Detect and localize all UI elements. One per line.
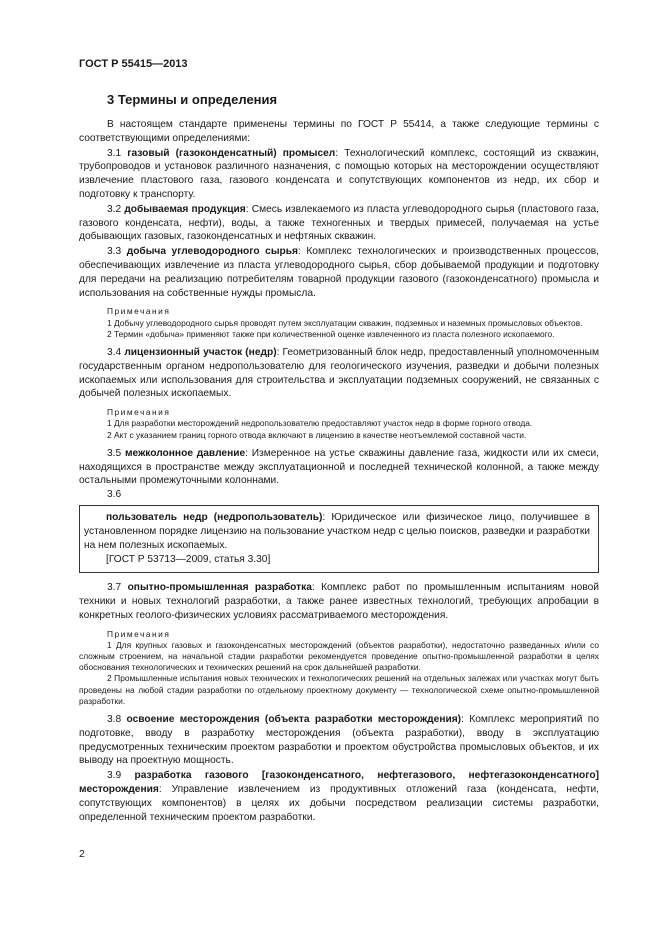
term-definition: : Технологический комплекс, состоящий из скважин, трубопроводов и установок различного назначения, с помощью которых на месторождении осуществляют извлечение пластового газа, газового конденсата и сопутствующих компонентов из недр, их сбор и подготовку к транспорту.: [79, 147, 599, 200]
term-3-6-number: 3.6: [107, 489, 122, 501]
term-name: добыча углеводородного сырья: [126, 246, 298, 258]
term-3-3: [79, 245, 599, 300]
term-3-1: [79, 147, 599, 202]
note-item: 1 Для разработки месторождений недропользователю предоставляют участок недр в форме горного отвода.: [107, 418, 533, 429]
term-name: пользователь недр (недропользователь): [106, 511, 323, 523]
term-number: 3.4: [107, 346, 122, 358]
term-definition: : Юридическое или физическое лицо, получившее в установленном порядке лицензию на пользование участком недр с целью поисков, разведки и разработки на нем полезных ископаемых.: [84, 511, 590, 551]
document-body: [79, 118, 599, 824]
term-name: газовый (газоконденсатный) промысел: [127, 147, 336, 159]
term-name: опытно-промышленная разработка: [127, 582, 312, 594]
notes-title: Примечания: [107, 407, 171, 418]
term-3-8: [79, 713, 599, 768]
note-item: 2 Акт с указанием границ горного отвода включают в лицензию в качестве неотъемлемой составной части.: [107, 429, 527, 440]
notes-title: Примечания: [107, 628, 171, 639]
section-title: 3 Термины и определения: [107, 92, 278, 107]
notes-3-4: [79, 407, 599, 441]
notes-title: Примечания: [107, 306, 171, 317]
term-3-9: [79, 769, 599, 824]
term-3-5: [79, 447, 599, 488]
term-definition: : Управление извлечением из продуктивных отложений газа (конденсата, нефти, сопутствующих компонентов) в целях их добычи посредством реализации системы разработки, определенной техническим проектом разработки.: [79, 783, 599, 823]
term-number: 3.5: [107, 447, 122, 459]
term-name: разработка газового [газоконденсатного, нефтегазового, нефтегазоконденсатного] месторождения: [79, 770, 599, 795]
term-3-6: [84, 511, 590, 552]
standard-header: ГОСТ Р 55415—2013: [79, 58, 188, 70]
note-item: 2 Термин «добыча» применяют также при количественной оценке извлеченного из пласта полезного ископаемого.: [107, 328, 555, 339]
page-number: 2: [79, 848, 85, 860]
note-item: 1 Для крупных газовых и газоконденсатных месторождений (объектов разработки), недостаточно разведанных и/или со сложным строением, на начальной стадии разработки рекомендуется проведение опытно-промышленной разработки в целях обоснования технологических и технических решений на срок дальнейшей разработки.: [79, 639, 599, 673]
term-definition: : Геометризованный блок недр, предоставленный уполномоченным государственным органом недропользователю для геологического изучения, разведки и добычи полезных ископаемых или использования для строительства и эксплуатации подземных сооружений, не связанных с добычей полезных ископаемых.: [79, 346, 599, 400]
notes-3-7: [79, 629, 599, 707]
note-item: 2 Промышленные испытания новых технических и технологических решений на отдельных залежах или участках могут быть проведены на любой стадии разработки по отдельному проектному документу — технологической схеме опытно-промышленной разработки.: [79, 673, 599, 706]
notes-3-3: [79, 306, 599, 340]
term-number: 3.7: [107, 582, 122, 594]
term-3-2: [79, 203, 599, 244]
term-number: 3.3: [107, 246, 122, 258]
term-name: лицензионный участок (недр): [124, 346, 277, 358]
intro-paragraph: В настоящем стандарте применены термины по ГОСТ Р 55414, а также следующие термины с соответствующими определениями:: [79, 119, 599, 144]
term-name: межколонное давление: [125, 447, 246, 459]
term-3-4: [79, 346, 599, 401]
term-number: 3.8: [107, 713, 122, 725]
term-definition: : Комплекс технологических и производственных процессов, обеспечивающих извлечение из пласта углеводородного сырья, сбор добываемой продукции и подготовку для передачи на реализацию потребителям товарной продукции газового (газоконденсатного) промысла и использования на собственные нужды промысла.: [79, 246, 599, 299]
term-name: добываемая продукция: [124, 203, 246, 215]
term-3-7: [79, 581, 599, 622]
term-number: 3.9: [107, 770, 122, 782]
term-definition: : Комплекс мероприятий по подготовке, вводу в разработку месторождения (объекта разработки), вводу в эксплуатацию предусмотренных техническим проектом разработки и проектом обустройства промысловых объектов, и их выводу на проектную мощность.: [79, 713, 599, 767]
term-3-6-box: [79, 505, 599, 573]
term-source-reference: [ГОСТ Р 53713—2009, статья 3.30]: [106, 554, 271, 566]
term-name: освоение месторождения (объекта разработки месторождения): [126, 713, 462, 725]
note-item: 1 Добычу углеводородного сырья проводят путем эксплуатации скважин, подземных и наземных промысловых объектов.: [107, 317, 583, 328]
term-number: 3.1: [107, 147, 122, 159]
term-definition: : Смесь извлекаемого из пласта углеводородного сырья (пластового газа, газового конденсата, нефти), воды, а также техногенных и твердых примесей, получаемая на устье добывающих газовых, газоконденсатных и нефтяных скважин.: [79, 203, 599, 243]
term-number: 3.2: [107, 203, 122, 215]
term-definition: : Измеренное на устье скважины давление газа, жидкости или их смеси, находящихся в пространстве между эксплуатационной и последней технической колонной, а также между остальными промежуточными колоннами.: [79, 447, 599, 487]
term-definition: : Комплекс работ по промышленным испытаниям новой техники и новых технологий разработки, а также ранее известных технологий, требующих апробации в конкретных геолого-физических условиях рассматриваемого месторождения.: [79, 582, 599, 621]
